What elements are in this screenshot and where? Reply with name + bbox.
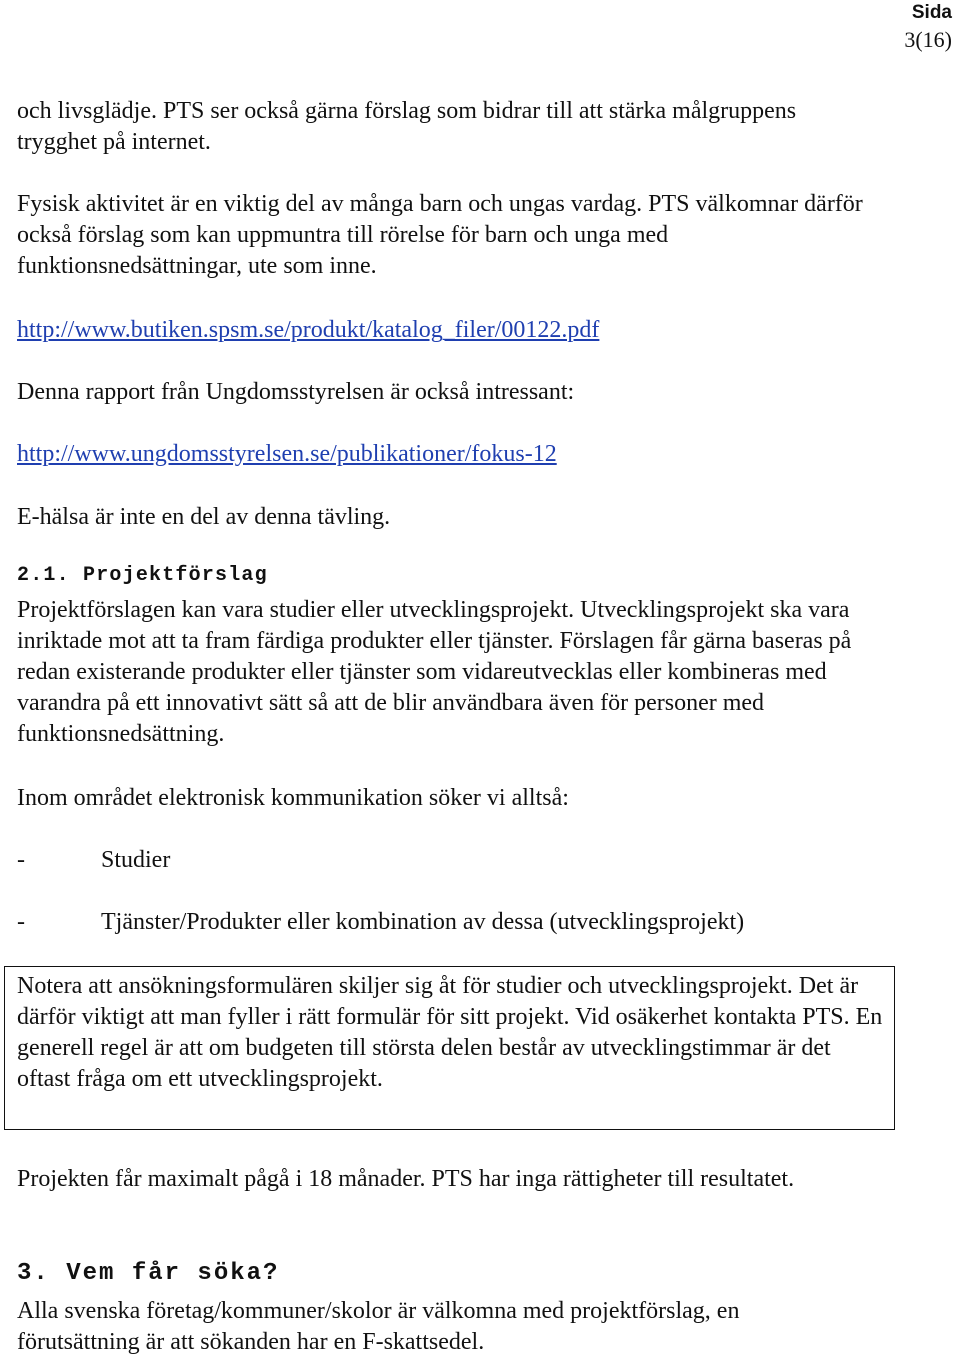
paragraph-e-halsa: E-hälsa är inte en del av denna tävling. [17, 504, 391, 530]
link-spsm-katalog[interactable]: http://www.butiken.spsm.se/produkt/katalog_filer/00122.pdf [17, 317, 600, 343]
paragraph-alla-svenska: Alla svenska företag/kommuner/skolor är välkomna med projektförslag, en förutsättning är att sökanden har en F-skattsedel. [17, 1298, 740, 1355]
paragraph-trygghet: och livsglädje. PTS ser också gärna förslag som bidrar till att stärka målgruppens trygghet på internet. [17, 98, 797, 155]
note-text: Notera att ansökningsformulären skiljer sig åt för studier och utvecklingsprojekt. Det är därför viktigt att man fyller i rätt formulär för sitt projekt. Vid osäkerhet kontakta PTS. En generell regel är att om budgeten till största delen består av utvecklingstimmar är det oftast fråga om ett utvecklingsprojekt. [17, 973, 883, 1092]
paragraph-projekttid: Projekten får maximalt pågå i 18 månader. PTS har inga rättigheter till resultatet. [17, 1166, 795, 1192]
paragraph-rapport: Denna rapport från Ungdomsstyrelsen är också intressant: [17, 379, 575, 405]
list-item [17, 907, 897, 938]
link-ungdomsstyrelsen[interactable]: http://www.ungdomsstyrelsen.se/publikationer/fokus-12 [17, 441, 557, 467]
page-number: 3(16) [904, 27, 952, 52]
list-dash: - [17, 847, 25, 873]
list-dash: - [17, 909, 25, 935]
note-box [4, 966, 895, 1130]
list-item-text: Tjänster/Produkter eller kombination av dessa (utvecklingsprojekt) [101, 909, 745, 935]
paragraph-fysisk-aktivitet: Fysisk aktivitet är en viktig del av många barn och ungas vardag. PTS välkomnar därför också förslag som kan uppmuntra till rörelse för barn och unga med funktionsnedsättningar, ute som inne. [17, 191, 863, 279]
list-item-text: Studier [101, 847, 171, 873]
paragraph-inom-omradet: Inom området elektronisk kommunikation söker vi alltså: [17, 785, 569, 811]
section-heading-projektforslag: 2.1. Projektförslag [17, 564, 268, 587]
section-heading-vem-far-soka: 3. Vem får söka? [17, 1260, 280, 1287]
list-item [17, 845, 897, 876]
paragraph-projektforslag: Projektförslagen kan vara studier eller utvecklingsprojekt. Utvecklingsprojekt ska vara inriktade mot att ta fram färdiga produkter eller tjänster. Förslagen får gärna baseras på redan existerande produkter eller tjänster som vidareutvecklas eller kombineras med varandra på ett innovativt sätt så att de blir användbara även för personer med funktionsnedsättning. [17, 597, 852, 747]
page-header [904, 0, 952, 54]
page-label: Sida [911, 2, 952, 23]
